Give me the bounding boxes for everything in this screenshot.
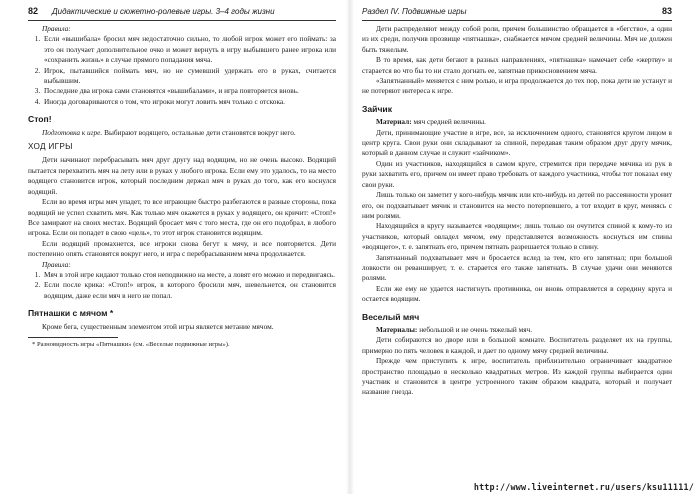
paragraph: Если водящий промахнется, все игроки снова бегут к мячу, и все повторяется. Дети постепенно опять становятся вокруг него, и игра с перебрасыванием мяча продолжается. xyxy=(28,238,336,259)
left-page-header xyxy=(28,2,336,21)
paragraph: Прежде чем приступить к игре, воспитатель приблизительно ограничивает квадратное пространство площадью в несколько квадратных метров. Из каждой группы выбирается один участник и становится в центре устроенного таким образом квадрата, который и получает название гнезда. xyxy=(362,356,672,397)
paragraph: В то время, как дети бегают в разных направлениях, «пятнашка» намечает себе «жертву» и старается во что бы то ни стало догнать ее, запятнав прикосновением мяча. xyxy=(362,55,672,75)
preparation-label: Подготовка к игре. xyxy=(42,127,103,137)
materials-line xyxy=(362,325,672,335)
preparation-text: Выбирают водящего, остальные дети становятся вокруг него. xyxy=(102,127,296,137)
paragraph: Кроме бега, существенным элементом этой игры является метание мячом. xyxy=(42,321,274,331)
left-page-content xyxy=(28,24,336,349)
section-title-vesely-myach: Веселый мяч xyxy=(362,311,420,322)
right-page-content xyxy=(362,24,672,398)
right-page xyxy=(352,0,700,494)
paragraph: Один из участников, находящийся в самом круге, стремится при передаче мячика из рук в руки захватить его, причем он имеет право требовать от каждого участника, чтобы тот показал ему свои руки. xyxy=(362,158,672,189)
left-page xyxy=(0,0,348,494)
paragraph: Лишь только он заметит у кого-нибудь мячик или кто-нибудь из детей по рассеянности уронит его, он подхватывает мячик и становится на место потерпевшего, а тот входит в круг, меняясь с ним ролями. xyxy=(362,190,672,220)
paragraph: Дети начинают перебрасывать мяч друг другу над водящим, но не очень высоко. Водящий пытается перехватить мяч на лету или в руках у любого игрока. Если ему это удалось, то на место водящего становится игрок, который последним держал мяч в руках до того, как его коснулся водящий. xyxy=(28,155,336,196)
rules-list xyxy=(28,34,336,107)
rule-item: 2. Игрок, пытавшийся поймать мяч, но не сумевший удержать его в руках, считается выбывшим. xyxy=(42,66,336,87)
running-header-title: Дидактические и сюжетно-ролевые игры. 3–4 годы жизни xyxy=(52,6,275,16)
section-title-zaichik: Зайчик xyxy=(362,103,393,114)
paragraph: Если же ему не удается настигнуть противника, он вновь отправляется в середину круга и остается водящим. xyxy=(362,283,672,304)
rule-item: 1. Если «вышибала» бросил мяч недостаточно сильно, то любой игрок может его поймать: за это он получает дополнительное очко и может вернуть в игру выбывшего ранее игрока или «сохранить жизнь» в случае прямого попадания мяча. xyxy=(42,34,336,65)
page-number: 82 xyxy=(28,6,39,16)
rule-item: 3. Последние два игрока сами становятся «вышибалами», и игра повторяется вновь. xyxy=(42,86,336,96)
rule-item: 4. Иногда договариваются о том, что игроки могут ловить мяч только с отскока. xyxy=(42,97,336,107)
right-page-header xyxy=(362,2,672,21)
rules-list xyxy=(28,270,336,301)
rules-label: Правила: xyxy=(42,24,71,33)
paragraph: «Запятнанный» меняется с ним ролью, и игра продолжается до тех пор, пока дети не устанут и не потеряют интереса к игре. xyxy=(362,76,672,96)
materials-label: Материалы: xyxy=(376,324,418,334)
materials-text: небольшой и не очень тяжелый мяч. xyxy=(417,324,533,334)
running-header-title: Раздел IV. Подвижные игры xyxy=(362,6,467,16)
materials-label: Материал: xyxy=(376,117,412,127)
paragraph: Запятнанный подхватывает мяч и бросается вслед за тем, кто его запятнал; при большой ловкости он реванширует, т. е. старается его также запятнать. В случае удачи они меняются ролями. xyxy=(362,252,672,283)
rule-item: 2. Если после крика: «Стоп!» игрок, в которого бросили мяч, шевельнется, он становится водящим, даже если мяч в него не попал. xyxy=(42,280,336,301)
rules-label: Правила: xyxy=(42,259,71,269)
preparation-paragraph xyxy=(28,128,336,138)
section-title-pyatnashki: Пятнашки с мячом * xyxy=(28,308,114,319)
paragraph: Дети, принимающие участие в игре, все, за исключением одного, становятся кругом лицом в центр круга. Свои руки они складывают за спиной, передавая таким образом друг другу мячик, который в данном случае и служит «зайчиком». xyxy=(362,127,672,158)
watermark-url: http://www.liveinternet.ru/users/ksu11111/ xyxy=(473,482,694,492)
paragraph: Дети собираются во дворе или в большой комнате. Воспитатель разделяет их на группы, примерно по пять человек в каждой, и дает по одному мячу средней величины. xyxy=(362,335,672,355)
page-number: 83 xyxy=(661,6,672,16)
materials-text: мяч средней величины. xyxy=(411,117,486,127)
paragraph: Находящийся в кругу называется «водящим»; лишь только он очутится спиной к кому-то из участников, который овладел мячом, ему представляется возможность коснуться им спины «водящего», т. е. запятнать его, причем пятнать разрешается только в спину. xyxy=(362,221,672,252)
game-flow-title: ХОД ИГРЫ xyxy=(28,142,73,152)
rule-item: 1. Мяч в этой игре кидают только стоя неподвижно на месте, а ловят его можно и передвигаясь. xyxy=(42,270,336,280)
footnote: * Разновидность игры «Пятнашки» (см. «Веселые подвижные игры»). xyxy=(32,340,230,348)
paragraph: Дети распределяют между собой роли, причем большинство обращается в «бегство», а один из их среди, получив прозвище «пятнашка», снабжается мячом средней величины. Мяч не должен быть тяжелым. xyxy=(362,24,672,54)
paragraph: Если во время игры мяч упадет, то все играющие быстро разбегаются в разные стороны, пока водящий не успел схватить мяч. Как только мяч окажется в руках у водящего, он кричит: «Стоп!» Все замирают на своих местах. Водящий бросает мяч с того места, где он его подобрал, в любого игрока. Если он попадет в свою «цель», то этот игрок становится водящим. xyxy=(28,197,336,238)
footnote-divider xyxy=(28,337,118,338)
section-title-stop: Стоп! xyxy=(28,114,52,125)
materials-line xyxy=(362,117,672,127)
